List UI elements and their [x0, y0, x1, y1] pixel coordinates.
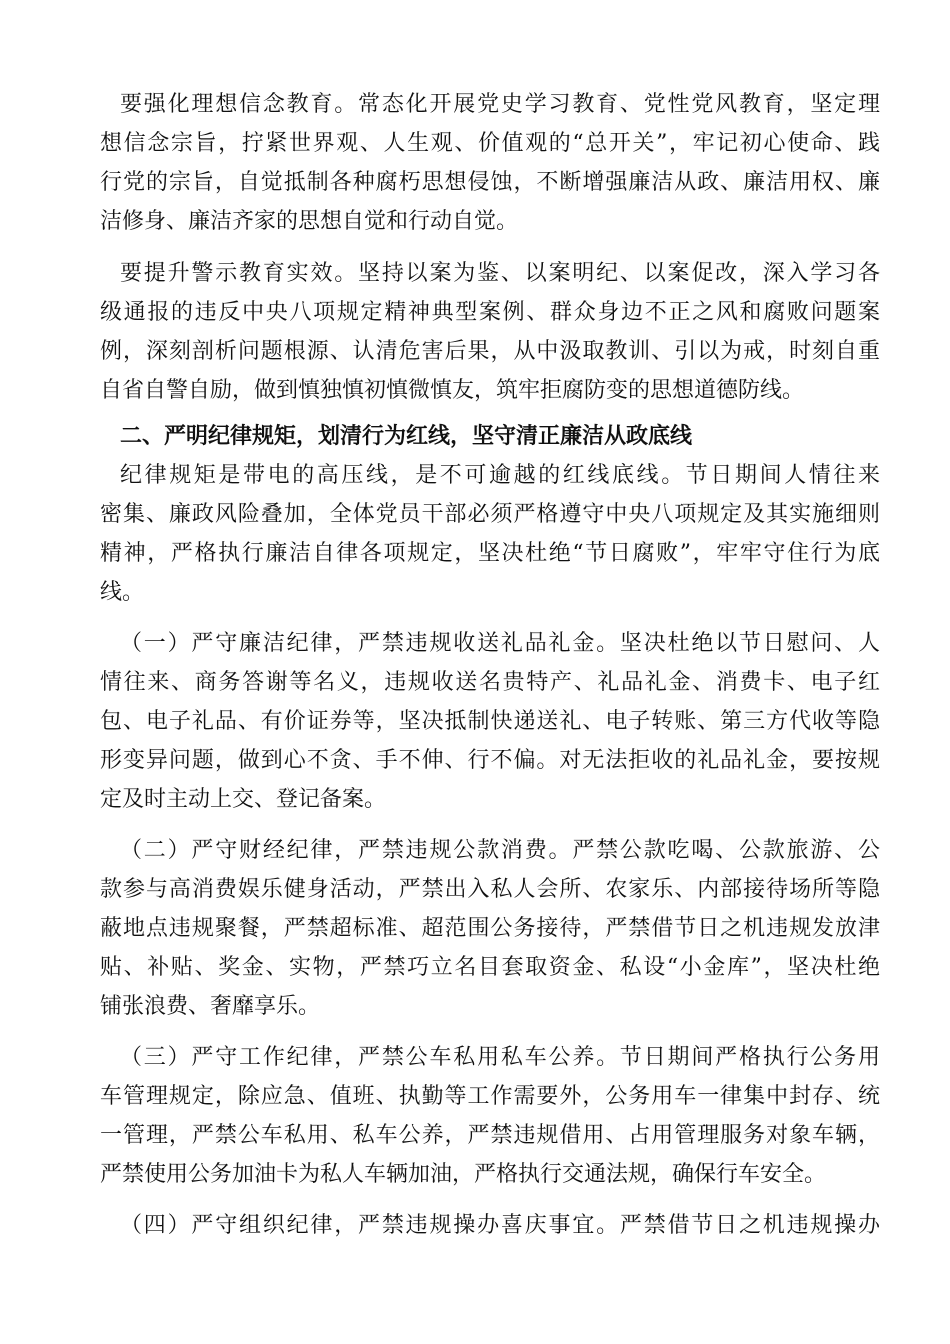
paragraph-line: 密集、廉政风险叠加，全体党员干部必须严格遵守中央八项规定及其实施细则	[100, 502, 880, 527]
paragraph-line: 款参与高消费娱乐健身活动，严禁出入私人会所、农家乐、内部接待场所等隐	[100, 877, 880, 902]
paragraph-line: 严禁使用公务加油卡为私人车辆加油，严格执行交通法规，确保行车安全。	[100, 1162, 827, 1187]
paragraph-line: 精神，严格执行廉洁自律各项规定，坚决杜绝“节日腐败”，牢牢守住行为底	[100, 541, 880, 566]
paragraph-line: 级通报的违反中央八项规定精神典型案例、群众身边不正之风和腐败问题案	[100, 300, 880, 325]
paragraph-line: 情往来、商务答谢等名义，违规收送名贵特产、礼品礼金、消费卡、电子红	[100, 670, 880, 695]
paragraph-line: 洁修身、廉洁齐家的思想自觉和行动自觉。	[100, 209, 519, 234]
paragraph-line: 包、电子礼品、有价证券等，坚决抵制快递送礼、电子转账、第三方代收等隐	[100, 709, 880, 734]
paragraph-line: （一）严守廉洁纪律，严禁违规收送礼品礼金。坚决杜绝以节日慰问、人	[120, 631, 880, 656]
paragraph-line: 要提升警示教育实效。坚持以案为鉴、以案明纪、以案促改，深入学习各	[120, 261, 880, 286]
paragraph-line: 铺张浪费、奢靡享乐。	[100, 994, 321, 1019]
section-heading: 二、严明纪律规矩，划清行为红线，坚守清正廉洁从政底线	[120, 424, 693, 449]
paragraph-line: 纪律规矩是带电的高压线，是不可逾越的红线底线。节日期间人情往来	[120, 463, 880, 488]
paragraph-line: 想信念宗旨，拧紧世界观、人生观、价值观的“总开关”，牢记初心使命、践	[100, 131, 880, 156]
paragraph-line: 车管理规定，除应急、值班、执勤等工作需要外，公务用车一律集中封存、统	[100, 1084, 880, 1109]
paragraph-line: 自省自警自励，做到慎独慎初慎微慎友，筑牢拒腐防变的思想道德防线。	[100, 378, 805, 403]
paragraph-line: （二）严守财经纪律，严禁违规公款消费。严禁公款吃喝、公款旅游、公	[120, 838, 880, 863]
paragraph-line: 定及时主动上交、登记备案。	[100, 787, 387, 812]
paragraph-line: 形变异问题，做到心不贪、手不伸、行不偏。对无法拒收的礼品礼金，要按规	[100, 748, 880, 773]
paragraph-line: 行党的宗旨，自觉抵制各种腐朽思想侵蚀，不断增强廉洁从政、廉洁用权、廉	[100, 170, 880, 195]
paragraph-line: 蔽地点违规聚餐，严禁超标准、超范围公务接待，严禁借节日之机违规发放津	[100, 916, 880, 941]
paragraph-line: 线。	[100, 580, 145, 605]
paragraph-line: 一管理，严禁公车私用、私车公养，严禁违规借用、占用管理服务对象车辆，	[100, 1123, 880, 1148]
paragraph-line: 贴、补贴、奖金、实物，严禁巧立名目套取资金、私设“小金库”，坚决杜绝	[100, 955, 880, 980]
paragraph-line: （四）严守组织纪律，严禁违规操办喜庆事宜。严禁借节日之机违规操办	[120, 1213, 880, 1238]
paragraph-line: 要强化理想信念教育。常态化开展党史学习教育、党性党风教育，坚定理	[120, 92, 880, 117]
paragraph-line: 例，深刻剖析问题根源、认清危害后果，从中汲取教训、引以为戒，时刻自重	[100, 339, 880, 364]
paragraph-line: （三）严守工作纪律，严禁公车私用私车公养。节日期间严格执行公务用	[120, 1045, 880, 1070]
